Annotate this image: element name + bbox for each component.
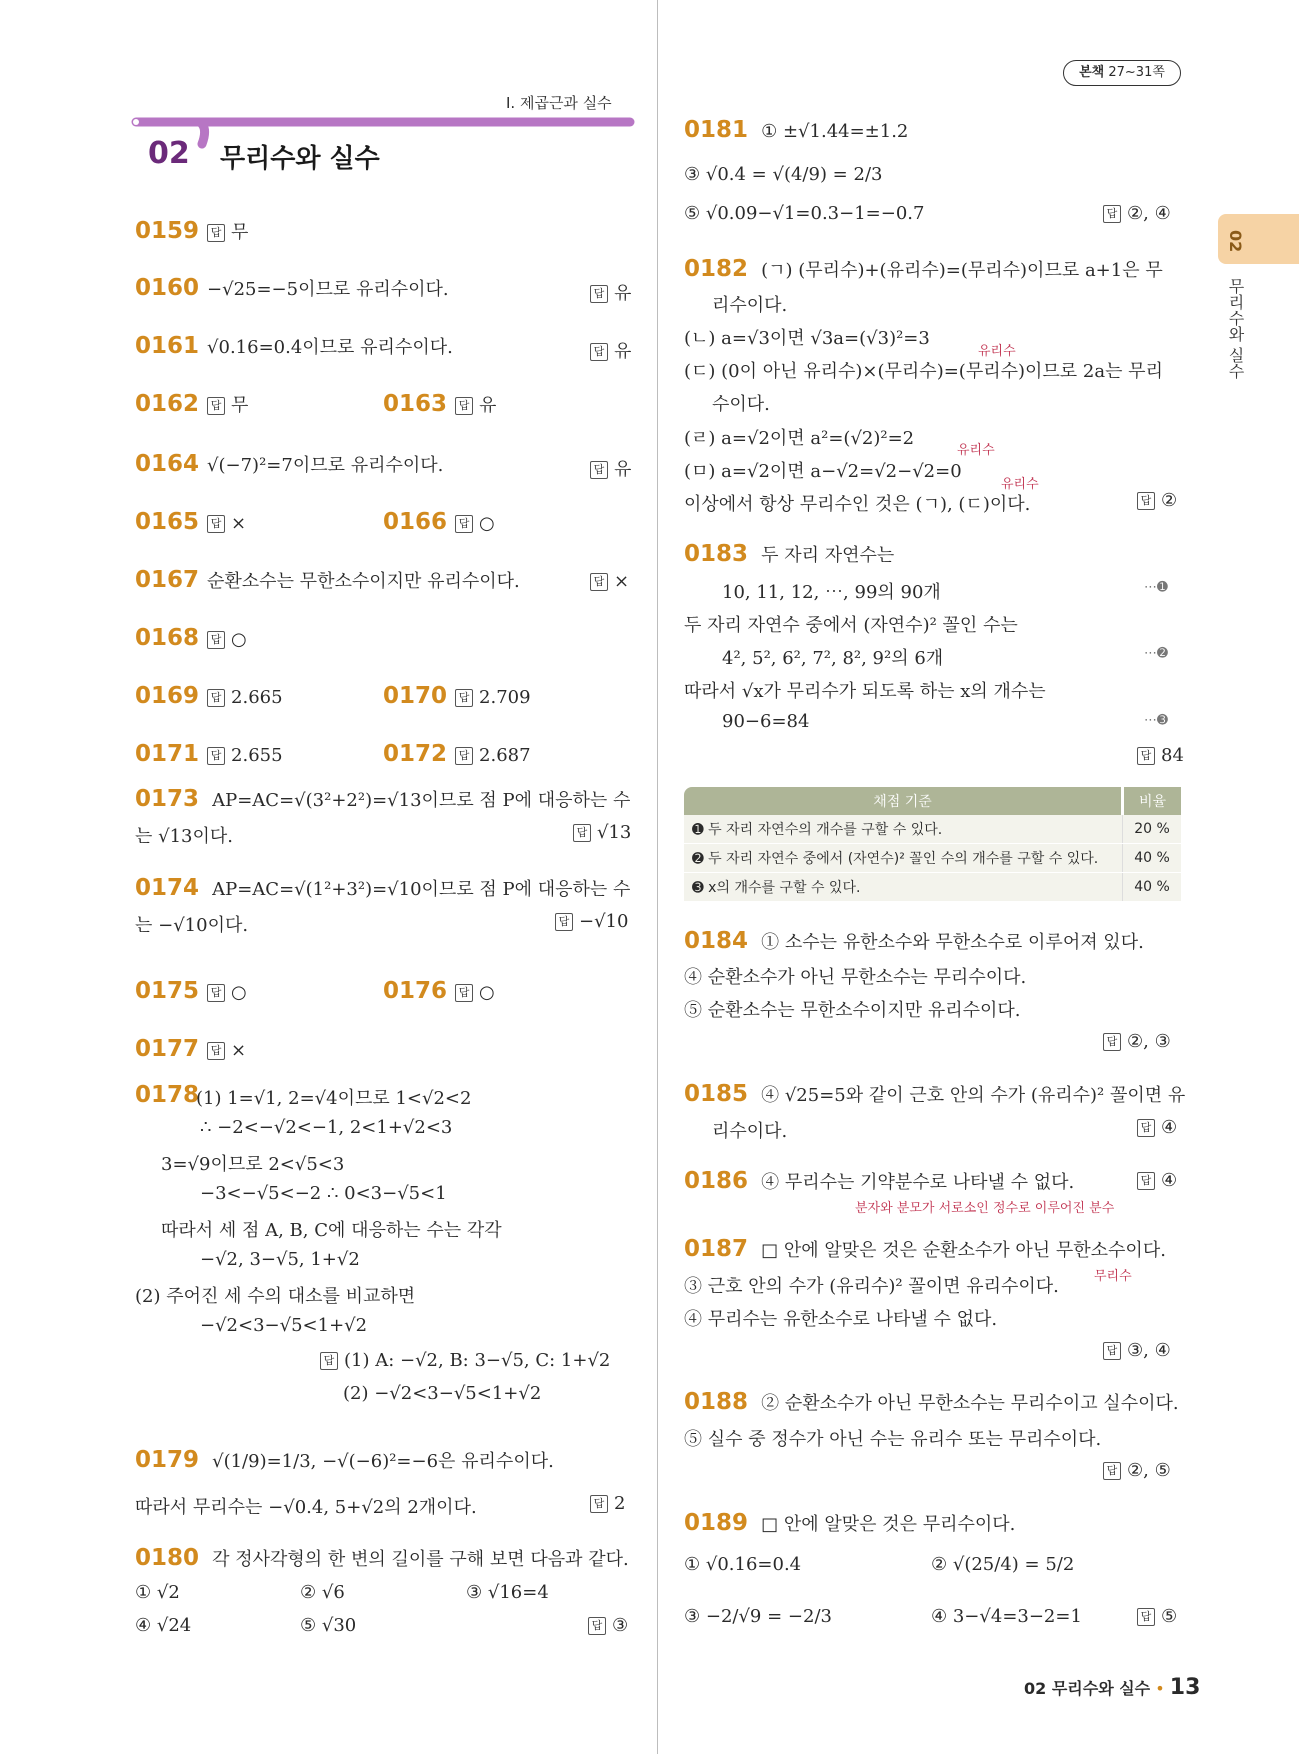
problem-0178-answer-2: (2) −√2<3−√5<1+√2 <box>343 1383 542 1404</box>
annotation-note: 유리수 <box>957 443 995 458</box>
answer-icon: 답 <box>207 689 225 707</box>
problem-0179 <box>135 1447 554 1473</box>
table-cell: 20 % <box>1123 815 1182 844</box>
problem-number: 0180 <box>135 1545 200 1571</box>
answer-icon: 답 <box>1137 1608 1155 1626</box>
problem-0182-line: 수이다. <box>712 394 770 415</box>
chapter-band <box>130 112 635 152</box>
problem-number: 0182 <box>684 256 749 282</box>
answer: 답 × <box>207 513 246 534</box>
problem-0187-line: ④ 무리수는 유한소수로 나타낼 수 없다. <box>684 1309 998 1330</box>
problem-0184-answer: 답 ②, ③ <box>1103 1031 1171 1052</box>
problem-0187-answer: 답 ③, ④ <box>1103 1340 1171 1361</box>
answer-icon: 답 <box>1103 1033 1121 1051</box>
problem-0180 <box>135 1545 629 1571</box>
side-tab-title: 무리수와 실수 <box>1226 278 1245 380</box>
answer-icon: 답 <box>207 984 225 1002</box>
problem-item <box>383 741 531 767</box>
answer: 답 ○ <box>207 982 247 1003</box>
section-label: Ⅰ. 제곱근과 실수 <box>506 94 612 112</box>
chapter-title: 무리수와 실수 <box>220 144 380 174</box>
problem-number: 0179 <box>135 1447 200 1473</box>
problem-number: 0175 <box>135 978 200 1004</box>
problem-0182-line: (ㄴ) a=√3이면 √3a=(√3)²=3 <box>684 328 930 349</box>
answer-icon: 답 <box>1137 492 1155 510</box>
answer-icon: 답 <box>590 573 608 591</box>
problem-0185-answer: 답 ④ <box>1137 1117 1177 1138</box>
problem-0182-line: 이상에서 항상 무리수인 것은 (ㄱ), (ㄷ)이다. <box>684 494 1031 515</box>
problem-item <box>135 625 247 651</box>
problem-0182-line: 리수이다. <box>712 295 788 316</box>
step-marker: ⋯➊ <box>1144 580 1168 595</box>
problem-0186 <box>684 1168 1074 1194</box>
problem-0178-line: 따라서 세 점 A, B, C에 대응하는 수는 각각 <box>161 1220 502 1241</box>
problem-0178-line: (2) 주어진 세 수의 대소를 비교하면 <box>135 1286 416 1307</box>
option: ④ 3−√4=3−2=1 <box>931 1606 1082 1627</box>
problem-0184-line: ④ 순환소수가 아닌 무한소수는 무리수이다. <box>684 967 1027 988</box>
problem-0183-line: 10, 11, 12, ⋯, 99의 90개 <box>722 582 941 603</box>
problem-0173-line2: 는 √13이다. <box>135 826 233 847</box>
problem-text: (ㄱ) (무리수)+(유리수)=(무리수)이므로 a+1은 무 <box>761 260 1163 281</box>
answer-icon: 답 <box>590 1495 608 1513</box>
problem-0185-line: 리수이다. <box>712 1121 788 1142</box>
answer: 답 ○ <box>207 629 247 650</box>
problem-text: 두 자리 자연수는 <box>761 545 895 566</box>
problem-0178-line: −3<−√5<−2 ∴ 0<3−√5<1 <box>200 1183 447 1204</box>
option: ③ √16=4 <box>466 1582 549 1603</box>
answer-icon: 답 <box>1137 1172 1155 1190</box>
answer: 답 2.655 <box>207 745 283 766</box>
option: ⑤ √30 <box>300 1615 357 1636</box>
answer-icon: 답 <box>590 343 608 361</box>
problem-number: 0172 <box>383 741 448 767</box>
problem-text: ④ √25=5와 같이 근호 안의 수가 (유리수)² 꼴이면 유 <box>761 1085 1186 1106</box>
problem-0179-line2: 따라서 무리수는 −√0.4̇, 5+√2의 2개이다. <box>135 1497 477 1518</box>
problem-0181 <box>684 117 908 143</box>
answer-icon: 답 <box>573 824 591 842</box>
problem-number: 0188 <box>684 1389 749 1415</box>
problem-item <box>135 683 283 709</box>
side-tab-number: 02 <box>1226 230 1245 253</box>
problem-number: 0183 <box>684 541 749 567</box>
problem-0180-answer: 답 ③ <box>588 1615 628 1636</box>
problem-number: 0161 <box>135 333 200 359</box>
problem-number: 0185 <box>684 1081 749 1107</box>
problem-text: 순환소수는 무한소수이지만 유리수이다. <box>207 571 520 592</box>
page-reference-pages: 27~31쪽 <box>1108 65 1165 80</box>
answer-icon: 답 <box>207 224 225 242</box>
table-row <box>684 844 1181 873</box>
problem-0181-answer: 답 ②, ④ <box>1103 203 1171 224</box>
scoring-table-header: 채점 기준 <box>684 787 1123 815</box>
footer-dot: • <box>1155 1679 1170 1698</box>
problem-item <box>383 683 531 709</box>
problem-0178-line: (1) 1=√1, 2=√4이므로 1<√2<2 <box>196 1088 472 1109</box>
problem-0174-answer: 답 −√10 <box>555 911 628 932</box>
problem-0187 <box>684 1236 1166 1262</box>
problem-text: √0.16=0.4이므로 유리수이다. <box>207 337 453 358</box>
problem-0178-line: ∴ −2<−√2<−1, 2<1+√2<3 <box>200 1117 453 1138</box>
problem-text: ② 순환소수가 아닌 무한소수는 무리수이고 실수이다. <box>761 1393 1179 1414</box>
problem-0188-line: ⑤ 실수 중 정수가 아닌 수는 유리수 또는 무리수이다. <box>684 1429 1102 1450</box>
problem-number: 0186 <box>684 1168 749 1194</box>
answer: 답 2.687 <box>455 745 531 766</box>
answer-icon: 답 <box>207 631 225 649</box>
footer-label: 02 무리수와 실수 <box>1024 1679 1151 1698</box>
problem-0178-line: −√2, 3−√5, 1+√2 <box>200 1249 360 1270</box>
answer: 답 유 <box>590 455 631 481</box>
page-reference <box>1063 60 1181 86</box>
problem-number: 0171 <box>135 741 200 767</box>
problem-number: 0178 <box>135 1082 200 1108</box>
problem-number: 0163 <box>383 391 448 417</box>
problem-item <box>135 218 248 244</box>
annotation-note: 유리수 <box>1001 477 1039 492</box>
answer-icon: 답 <box>207 747 225 765</box>
problem-number: 0168 <box>135 625 200 651</box>
problem-number: 0167 <box>135 567 200 593</box>
problem-0183-line: 따라서 √x가 무리수가 되도록 하는 x의 개수는 <box>684 681 1046 702</box>
problem-number: 0187 <box>684 1236 749 1262</box>
answer-icon: 답 <box>555 913 573 931</box>
problem-0182 <box>684 256 1163 282</box>
page-reference-label: 본책 <box>1079 65 1105 80</box>
problem-number: 0165 <box>135 509 200 535</box>
option: ① √0.16=0.4 <box>684 1554 802 1575</box>
problem-item <box>135 451 632 480</box>
answer: 답 × <box>207 1040 246 1061</box>
problem-0183-answer: 답 84 <box>1137 745 1184 766</box>
problem-0181-line2: ③ √0.4̇ = √(4/9) = 2/3 <box>684 164 883 185</box>
page-number: 13 <box>1169 1675 1201 1700</box>
problem-item <box>135 567 630 593</box>
answer-icon: 답 <box>207 515 225 533</box>
problem-item <box>135 741 283 767</box>
answer-icon: 답 <box>455 984 473 1002</box>
problem-text: 각 정사각형의 한 변의 길이를 구해 보면 다음과 같다. <box>212 1549 629 1570</box>
answer-icon: 답 <box>1137 1119 1155 1137</box>
table-row <box>684 873 1181 902</box>
problem-number: 0159 <box>135 218 200 244</box>
answer: 답 유 <box>590 279 631 305</box>
problem-0182-answer: 답 ② <box>1137 490 1177 511</box>
problem-number: 0169 <box>135 683 200 709</box>
problem-number: 0176 <box>383 978 448 1004</box>
annotation-note: 무리수 <box>1094 1269 1132 1284</box>
answer: 답 무 <box>207 395 248 416</box>
table-cell: 40 % <box>1123 844 1182 873</box>
table-cell: ➌ x의 개수를 구할 수 있다. <box>684 873 1123 902</box>
problem-item <box>135 1036 246 1062</box>
option: ④ √24 <box>135 1615 192 1636</box>
answer-icon: 답 <box>455 689 473 707</box>
table-cell: ➋ 두 자리 자연수 중에서 (자연수)² 꼴인 수의 개수를 구할 수 있다. <box>684 844 1123 873</box>
problem-number: 0166 <box>383 509 448 535</box>
problem-0179-answer: 답 2 <box>590 1493 625 1514</box>
scoring-table <box>684 787 1181 902</box>
answer: 답 유 <box>590 337 631 363</box>
answer-icon: 답 <box>455 397 473 415</box>
problem-0174-line2: 는 −√10이다. <box>135 915 249 936</box>
problem-number: 0162 <box>135 391 200 417</box>
problem-0178-line: 3=√9이므로 2<√5<3 <box>161 1154 345 1175</box>
answer-icon: 답 <box>590 461 608 479</box>
problem-text: √(1/9)=1/3, −√(−6)²=−6은 유리수이다. <box>212 1451 554 1472</box>
problem-number: 0173 <box>135 786 200 812</box>
answer-icon: 답 <box>1103 205 1121 223</box>
problem-0188-answer: 답 ②, ⑤ <box>1103 1460 1171 1481</box>
problem-0173 <box>135 786 630 812</box>
answer: 답 무 <box>207 222 248 243</box>
problem-0183 <box>684 541 894 567</box>
problem-0187-line: ③ 근호 안의 수가 (유리수)² 꼴이면 유리수이다. <box>684 1276 1059 1297</box>
problem-text: □ 안에 알맞은 것은 무리수이다. <box>761 1514 1016 1535</box>
option: ① √2 <box>135 1582 180 1603</box>
option: ② √6 <box>300 1582 345 1603</box>
answer: 답 ○ <box>455 513 495 534</box>
problem-item <box>383 509 495 535</box>
problem-number: 0170 <box>383 683 448 709</box>
answer: 답 2.709 <box>455 687 531 708</box>
column-divider <box>657 0 658 1754</box>
problem-item <box>135 509 246 535</box>
problem-0184 <box>684 928 1144 954</box>
problem-0174 <box>135 875 630 901</box>
problem-text: ① ±√1.44=±1.2 <box>761 121 909 142</box>
answer-icon: 답 <box>207 1042 225 1060</box>
problem-0181-line3: ⑤ √0.09−√1=0.3−1=−0.7 <box>684 203 925 224</box>
problem-0178-answer: 답 (1) A: −√2, B: 3−√5, C: 1+√2 <box>320 1350 610 1371</box>
annotation-note: 유리수 <box>978 344 1016 359</box>
answer-icon: 답 <box>1103 1462 1121 1480</box>
problem-text: ④ 무리수는 기약분수로 나타낼 수 없다. <box>761 1172 1075 1193</box>
problem-item <box>135 391 248 417</box>
problem-0182-line: (ㄷ) (0이 아닌 유리수)×(무리수)=(무리수)이므로 2a는 무리 <box>684 361 1163 382</box>
table-row <box>684 815 1181 844</box>
problem-text: √(−7)²=7이므로 유리수이다. <box>207 455 444 476</box>
problem-number: 0184 <box>684 928 749 954</box>
footer <box>1024 1675 1200 1700</box>
problem-0178-line: −√2<3−√5<1+√2 <box>200 1315 368 1336</box>
problem-0183-line: 두 자리 자연수 중에서 (자연수)² 꼴인 수는 <box>684 615 1018 636</box>
problem-0183-line: 4², 5², 6², 7², 8², 9²의 6개 <box>722 648 944 669</box>
answer-icon: 답 <box>1137 747 1155 765</box>
problem-0183-line: 90−6=84 <box>722 711 810 732</box>
answer-icon: 답 <box>1103 1342 1121 1360</box>
problem-text: AP=AC=√(1²+3²)=√10이므로 점 P에 대응하는 수 <box>212 879 631 900</box>
answer-icon: 답 <box>588 1617 606 1635</box>
problem-item <box>135 978 247 1004</box>
problem-0182-line: (ㄹ) a=√2이면 a²=(√2)²=2 <box>684 428 915 449</box>
table-cell: 40 % <box>1123 873 1182 902</box>
problem-number: 0181 <box>684 117 749 143</box>
problem-text: AP=AC=√(3²+2²)=√13이므로 점 P에 대응하는 수 <box>212 790 631 811</box>
annotation-note: 분자와 분모가 서로소인 정수로 이루어진 분수 <box>855 1201 1115 1216</box>
table-cell: ➊ 두 자리 자연수의 개수를 구할 수 있다. <box>684 815 1123 844</box>
scoring-table-header: 비율 <box>1123 787 1182 815</box>
option: ② √(25/4) = 5/2 <box>931 1554 1075 1575</box>
answer-icon: 답 <box>320 1352 338 1370</box>
problem-item <box>383 978 495 1004</box>
step-marker: ⋯➌ <box>1144 713 1168 728</box>
problem-0186-answer: 답 ④ <box>1137 1170 1177 1191</box>
problem-number: 0160 <box>135 275 200 301</box>
problem-text: −√25=−5이므로 유리수이다. <box>207 279 449 300</box>
problem-number: 0174 <box>135 875 200 901</box>
problem-item <box>383 391 496 417</box>
problem-0189 <box>684 1510 1015 1536</box>
problem-number: 0164 <box>135 451 200 477</box>
answer-icon: 답 <box>590 285 608 303</box>
chapter-number: 02 <box>148 136 190 171</box>
answer-icon: 답 <box>455 515 473 533</box>
step-marker: ⋯➋ <box>1144 646 1168 661</box>
answer: 답 2.665 <box>207 687 283 708</box>
problem-text: ① 소수는 유한소수와 무한소수로 이루어져 있다. <box>761 932 1144 953</box>
answer-icon: 답 <box>207 397 225 415</box>
answer: 답 유 <box>455 395 496 416</box>
answer-icon: 답 <box>455 747 473 765</box>
problem-item <box>135 275 632 304</box>
problem-0173-answer: 답 √13 <box>573 822 631 843</box>
problem-text: □ 안에 알맞은 것은 순환소수가 아닌 무한소수이다. <box>761 1240 1166 1261</box>
problem-0188 <box>684 1389 1179 1415</box>
problem-0182-line: (ㅁ) a=√2이면 a−√2=√2−√2=0 <box>684 461 962 482</box>
option: ③ −2/√9 = −2/3 <box>684 1606 832 1627</box>
problem-0178 <box>135 1082 199 1108</box>
answer: 답 × <box>590 571 629 592</box>
problem-0189-answer: 답 ⑤ <box>1137 1606 1177 1627</box>
problem-item <box>135 333 632 362</box>
problem-number: 0189 <box>684 1510 749 1536</box>
answer: 답 ○ <box>455 982 495 1003</box>
problem-0185 <box>684 1081 1185 1107</box>
problem-number: 0177 <box>135 1036 200 1062</box>
problem-0184-line: ⑤ 순환소수는 무한소수이지만 유리수이다. <box>684 1000 1021 1021</box>
